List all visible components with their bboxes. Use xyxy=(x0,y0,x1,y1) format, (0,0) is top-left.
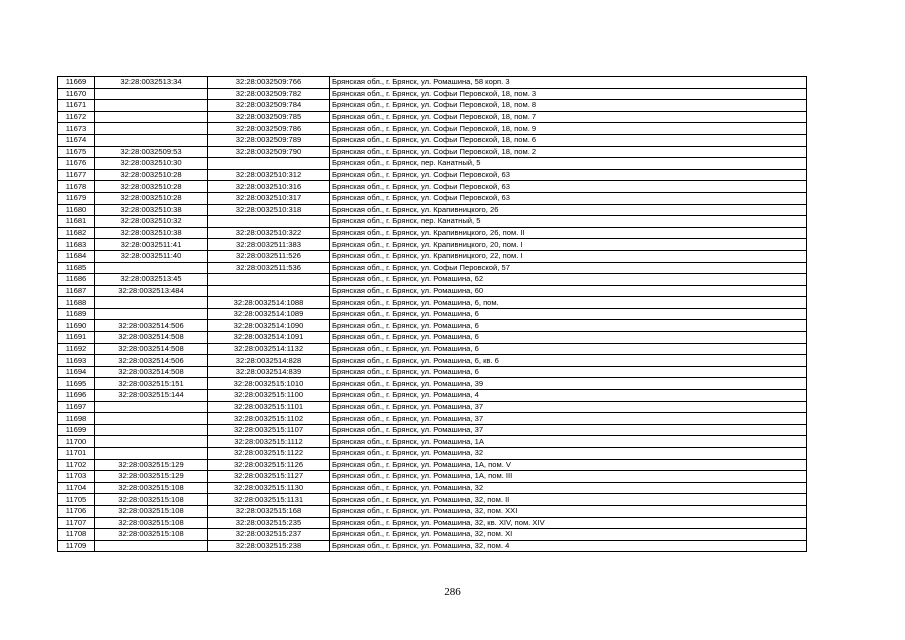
table-row xyxy=(58,274,807,286)
address-cell: Брянская обл., г. Брянск, ул. Ромашина, 58 корп. 3 xyxy=(330,77,807,89)
table-row xyxy=(58,134,807,146)
address-cell: Брянская обл., г. Брянск, ул. Ромашина, 6 xyxy=(330,332,807,344)
land-plot-cadastral-cell xyxy=(95,297,208,309)
table-row xyxy=(58,111,807,123)
table-row xyxy=(58,494,807,506)
land-plot-cadastral-cell: 32:28:0032511:40 xyxy=(95,250,208,262)
table-row xyxy=(58,192,807,204)
table-row xyxy=(58,390,807,402)
table-row xyxy=(58,332,807,344)
land-plot-cadastral-cell: 32:28:0032515:108 xyxy=(95,505,208,517)
land-plot-cadastral-cell: 32:28:0032510:30 xyxy=(95,158,208,170)
land-plot-cadastral-cell: 32:28:0032514:506 xyxy=(95,355,208,367)
record-number-cell: 11693 xyxy=(58,355,95,367)
table-row xyxy=(58,239,807,251)
object-cadastral-cell: 32:28:0032509:785 xyxy=(208,111,330,123)
table-row xyxy=(58,227,807,239)
address-cell: Брянская обл., г. Брянск, ул. Ромашина, 37 xyxy=(330,424,807,436)
land-plot-cadastral-cell: 32:28:0032515:144 xyxy=(95,390,208,402)
object-cadastral-cell: 32:28:0032515:1107 xyxy=(208,424,330,436)
address-cell: Брянская обл., г. Брянск, ул. Ромашина, 6, кв. 6 xyxy=(330,355,807,367)
table-row xyxy=(58,448,807,460)
land-plot-cadastral-cell: 32:28:0032510:38 xyxy=(95,204,208,216)
object-cadastral-cell: 32:28:0032509:790 xyxy=(208,146,330,158)
object-cadastral-cell: 32:28:0032515:1130 xyxy=(208,482,330,494)
land-plot-cadastral-cell xyxy=(95,123,208,135)
record-number-cell: 11703 xyxy=(58,471,95,483)
land-plot-cadastral-cell: 32:28:0032509:53 xyxy=(95,146,208,158)
record-number-cell: 11691 xyxy=(58,332,95,344)
address-cell: Брянская обл., г. Брянск, ул. Софьи Перовской, 18, пом. 3 xyxy=(330,88,807,100)
land-plot-cadastral-cell xyxy=(95,100,208,112)
record-number-cell: 11678 xyxy=(58,181,95,193)
object-cadastral-cell: 32:28:0032511:526 xyxy=(208,250,330,262)
address-cell: Брянская обл., г. Брянск, ул. Ромашина, 1А, пом. III xyxy=(330,471,807,483)
table-row xyxy=(58,100,807,112)
address-cell: Брянская обл., г. Брянск, ул. Крапивницкого, 26 xyxy=(330,204,807,216)
table-row xyxy=(58,250,807,262)
record-number-cell: 11675 xyxy=(58,146,95,158)
object-cadastral-cell: 32:28:0032515:237 xyxy=(208,529,330,541)
land-plot-cadastral-cell xyxy=(95,134,208,146)
table-row xyxy=(58,88,807,100)
land-plot-cadastral-cell: 32:28:0032515:129 xyxy=(95,471,208,483)
record-number-cell: 11690 xyxy=(58,320,95,332)
table-row xyxy=(58,204,807,216)
record-number-cell: 11673 xyxy=(58,123,95,135)
address-cell: Брянская обл., г. Брянск, ул. Софьи Перовской, 18, пом. 2 xyxy=(330,146,807,158)
cadastral-table-body xyxy=(58,77,807,552)
address-cell: Брянская обл., г. Брянск, ул. Крапивницкого, 20, пом. I xyxy=(330,239,807,251)
table-row xyxy=(58,413,807,425)
table-row xyxy=(58,505,807,517)
object-cadastral-cell: 32:28:0032514:839 xyxy=(208,366,330,378)
address-cell: Брянская обл., г. Брянск, ул. Ромашина, 32, пом. II xyxy=(330,494,807,506)
address-cell: Брянская обл., г. Брянск, ул. Софьи Перовской, 63 xyxy=(330,192,807,204)
land-plot-cadastral-cell xyxy=(95,424,208,436)
object-cadastral-cell: 32:28:0032510:322 xyxy=(208,227,330,239)
table-row xyxy=(58,343,807,355)
record-number-cell: 11699 xyxy=(58,424,95,436)
land-plot-cadastral-cell xyxy=(95,262,208,274)
address-cell: Брянская обл., г. Брянск, пер. Канатный, 5 xyxy=(330,216,807,228)
address-cell: Брянская обл., г. Брянск, ул. Ромашина, 6 xyxy=(330,343,807,355)
table-row xyxy=(58,401,807,413)
object-cadastral-cell: 32:28:0032515:238 xyxy=(208,540,330,552)
land-plot-cadastral-cell: 32:28:0032510:28 xyxy=(95,169,208,181)
table-row xyxy=(58,308,807,320)
address-cell: Брянская обл., г. Брянск, ул. Софьи Перовской, 63 xyxy=(330,181,807,193)
table-row xyxy=(58,146,807,158)
record-number-cell: 11695 xyxy=(58,378,95,390)
address-cell: Брянская обл., г. Брянск, ул. Софьи Перовской, 57 xyxy=(330,262,807,274)
address-cell: Брянская обл., г. Брянск, ул. Ромашина, 6, пом. xyxy=(330,297,807,309)
object-cadastral-cell: 32:28:0032514:1091 xyxy=(208,332,330,344)
address-cell: Брянская обл., г. Брянск, ул. Ромашина, 6 xyxy=(330,320,807,332)
record-number-cell: 11686 xyxy=(58,274,95,286)
record-number-cell: 11687 xyxy=(58,285,95,297)
object-cadastral-cell xyxy=(208,158,330,170)
land-plot-cadastral-cell xyxy=(95,401,208,413)
table-row xyxy=(58,297,807,309)
record-number-cell: 11705 xyxy=(58,494,95,506)
address-cell: Брянская обл., г. Брянск, ул. Крапивницкого, 26, пом. II xyxy=(330,227,807,239)
table-row xyxy=(58,77,807,89)
table-row xyxy=(58,181,807,193)
table-row xyxy=(58,262,807,274)
record-number-cell: 11672 xyxy=(58,111,95,123)
address-cell: Брянская обл., г. Брянск, ул. Ромашина, 37 xyxy=(330,401,807,413)
record-number-cell: 11700 xyxy=(58,436,95,448)
object-cadastral-cell: 32:28:0032515:1131 xyxy=(208,494,330,506)
address-cell: Брянская обл., г. Брянск, ул. Софьи Перовской, 18, пом. 7 xyxy=(330,111,807,123)
record-number-cell: 11694 xyxy=(58,366,95,378)
object-cadastral-cell: 32:28:0032509:766 xyxy=(208,77,330,89)
cadastral-table xyxy=(57,76,807,552)
object-cadastral-cell: 32:28:0032515:1101 xyxy=(208,401,330,413)
object-cadastral-cell: 32:28:0032509:784 xyxy=(208,100,330,112)
object-cadastral-cell: 32:28:0032510:312 xyxy=(208,169,330,181)
address-cell: Брянская обл., г. Брянск, ул. Ромашина, 60 xyxy=(330,285,807,297)
object-cadastral-cell: 32:28:0032515:1100 xyxy=(208,390,330,402)
record-number-cell: 11688 xyxy=(58,297,95,309)
object-cadastral-cell: 32:28:0032515:1122 xyxy=(208,448,330,460)
land-plot-cadastral-cell: 32:28:0032513:484 xyxy=(95,285,208,297)
land-plot-cadastral-cell: 32:28:0032514:508 xyxy=(95,343,208,355)
land-plot-cadastral-cell: 32:28:0032515:108 xyxy=(95,529,208,541)
table-row xyxy=(58,158,807,170)
record-number-cell: 11669 xyxy=(58,77,95,89)
object-cadastral-cell: 32:28:0032515:168 xyxy=(208,505,330,517)
page-number: 286 xyxy=(444,586,461,598)
object-cadastral-cell: 32:28:0032514:1089 xyxy=(208,308,330,320)
record-number-cell: 11681 xyxy=(58,216,95,228)
table-row xyxy=(58,436,807,448)
table-row xyxy=(58,540,807,552)
record-number-cell: 11689 xyxy=(58,308,95,320)
table-row xyxy=(58,123,807,135)
object-cadastral-cell: 32:28:0032514:1090 xyxy=(208,320,330,332)
land-plot-cadastral-cell xyxy=(95,540,208,552)
record-number-cell: 11706 xyxy=(58,505,95,517)
table-row xyxy=(58,424,807,436)
record-number-cell: 11679 xyxy=(58,192,95,204)
record-number-cell: 11677 xyxy=(58,169,95,181)
record-number-cell: 11697 xyxy=(58,401,95,413)
address-cell: Брянская обл., г. Брянск, ул. Ромашина, 32, пом. XXI xyxy=(330,505,807,517)
object-cadastral-cell: 32:28:0032515:235 xyxy=(208,517,330,529)
table-row xyxy=(58,517,807,529)
land-plot-cadastral-cell: 32:28:0032510:32 xyxy=(95,216,208,228)
land-plot-cadastral-cell: 32:28:0032515:151 xyxy=(95,378,208,390)
table-row xyxy=(58,366,807,378)
record-number-cell: 11701 xyxy=(58,448,95,460)
land-plot-cadastral-cell xyxy=(95,308,208,320)
table-row xyxy=(58,378,807,390)
address-cell: Брянская обл., г. Брянск, ул. Софьи Перовской, 18, пом. 6 xyxy=(330,134,807,146)
record-number-cell: 11692 xyxy=(58,343,95,355)
land-plot-cadastral-cell xyxy=(95,413,208,425)
object-cadastral-cell xyxy=(208,216,330,228)
object-cadastral-cell: 32:28:0032515:1127 xyxy=(208,471,330,483)
record-number-cell: 11707 xyxy=(58,517,95,529)
record-number-cell: 11676 xyxy=(58,158,95,170)
record-number-cell: 11674 xyxy=(58,134,95,146)
object-cadastral-cell: 32:28:0032515:1010 xyxy=(208,378,330,390)
address-cell: Брянская обл., г. Брянск, ул. Ромашина, 39 xyxy=(330,378,807,390)
land-plot-cadastral-cell: 32:28:0032514:506 xyxy=(95,320,208,332)
address-cell: Брянская обл., г. Брянск, ул. Ромашина, 62 xyxy=(330,274,807,286)
object-cadastral-cell: 32:28:0032510:316 xyxy=(208,181,330,193)
address-cell: Брянская обл., г. Брянск, ул. Ромашина, 6 xyxy=(330,366,807,378)
land-plot-cadastral-cell: 32:28:0032515:108 xyxy=(95,494,208,506)
address-cell: Брянская обл., г. Брянск, ул. Ромашина, 32, кв. XIV, пом. XIV xyxy=(330,517,807,529)
record-number-cell: 11685 xyxy=(58,262,95,274)
land-plot-cadastral-cell: 32:28:0032515:108 xyxy=(95,517,208,529)
address-cell: Брянская обл., г. Брянск, ул. Ромашина, 32 xyxy=(330,448,807,460)
table-row xyxy=(58,320,807,332)
land-plot-cadastral-cell xyxy=(95,111,208,123)
land-plot-cadastral-cell: 32:28:0032511:41 xyxy=(95,239,208,251)
table-row xyxy=(58,459,807,471)
record-number-cell: 11670 xyxy=(58,88,95,100)
object-cadastral-cell: 32:28:0032511:536 xyxy=(208,262,330,274)
address-cell: Брянская обл., г. Брянск, ул. Крапивницкого, 22, пом. I xyxy=(330,250,807,262)
address-cell: Брянская обл., г. Брянск, пер. Канатный, 5 xyxy=(330,158,807,170)
table-row xyxy=(58,471,807,483)
record-number-cell: 11683 xyxy=(58,239,95,251)
land-plot-cadastral-cell: 32:28:0032510:38 xyxy=(95,227,208,239)
land-plot-cadastral-cell: 32:28:0032514:508 xyxy=(95,332,208,344)
land-plot-cadastral-cell: 32:28:0032515:108 xyxy=(95,482,208,494)
object-cadastral-cell: 32:28:0032511:383 xyxy=(208,239,330,251)
object-cadastral-cell: 32:28:0032509:782 xyxy=(208,88,330,100)
address-cell: Брянская обл., г. Брянск, ул. Ромашина, 1А, пом. V xyxy=(330,459,807,471)
land-plot-cadastral-cell: 32:28:0032515:129 xyxy=(95,459,208,471)
object-cadastral-cell: 32:28:0032510:317 xyxy=(208,192,330,204)
object-cadastral-cell: 32:28:0032514:1088 xyxy=(208,297,330,309)
address-cell: Брянская обл., г. Брянск, ул. Ромашина, 1А xyxy=(330,436,807,448)
object-cadastral-cell: 32:28:0032509:789 xyxy=(208,134,330,146)
record-number-cell: 11698 xyxy=(58,413,95,425)
address-cell: Брянская обл., г. Брянск, ул. Ромашина, 32 xyxy=(330,482,807,494)
table-row xyxy=(58,355,807,367)
object-cadastral-cell: 32:28:0032515:1126 xyxy=(208,459,330,471)
table-row xyxy=(58,529,807,541)
object-cadastral-cell: 32:28:0032514:828 xyxy=(208,355,330,367)
object-cadastral-cell xyxy=(208,285,330,297)
object-cadastral-cell xyxy=(208,274,330,286)
address-cell: Брянская обл., г. Брянск, ул. Ромашина, 32, пом. XI xyxy=(330,529,807,541)
record-number-cell: 11702 xyxy=(58,459,95,471)
record-number-cell: 11704 xyxy=(58,482,95,494)
address-cell: Брянская обл., г. Брянск, ул. Софьи Перовской, 63 xyxy=(330,169,807,181)
land-plot-cadastral-cell xyxy=(95,448,208,460)
address-cell: Брянская обл., г. Брянск, ул. Софьи Перовской, 18, пом. 9 xyxy=(330,123,807,135)
record-number-cell: 11709 xyxy=(58,540,95,552)
record-number-cell: 11708 xyxy=(58,529,95,541)
record-number-cell: 11684 xyxy=(58,250,95,262)
address-cell: Брянская обл., г. Брянск, ул. Ромашина, 32, пом. 4 xyxy=(330,540,807,552)
record-number-cell: 11682 xyxy=(58,227,95,239)
land-plot-cadastral-cell: 32:28:0032514:508 xyxy=(95,366,208,378)
address-cell: Брянская обл., г. Брянск, ул. Ромашина, 4 xyxy=(330,390,807,402)
table-row xyxy=(58,285,807,297)
record-number-cell: 11696 xyxy=(58,390,95,402)
address-cell: Брянская обл., г. Брянск, ул. Ромашина, 37 xyxy=(330,413,807,425)
object-cadastral-cell: 32:28:0032509:786 xyxy=(208,123,330,135)
address-cell: Брянская обл., г. Брянск, ул. Ромашина, 6 xyxy=(330,308,807,320)
object-cadastral-cell: 32:28:0032514:1132 xyxy=(208,343,330,355)
land-plot-cadastral-cell: 32:28:0032513:45 xyxy=(95,274,208,286)
object-cadastral-cell: 32:28:0032515:1112 xyxy=(208,436,330,448)
address-cell: Брянская обл., г. Брянск, ул. Софьи Перовской, 18, пом. 8 xyxy=(330,100,807,112)
record-number-cell: 11671 xyxy=(58,100,95,112)
land-plot-cadastral-cell: 32:28:0032513:34 xyxy=(95,77,208,89)
table-row xyxy=(58,169,807,181)
table-row xyxy=(58,216,807,228)
land-plot-cadastral-cell xyxy=(95,436,208,448)
land-plot-cadastral-cell: 32:28:0032510:28 xyxy=(95,181,208,193)
table-row xyxy=(58,482,807,494)
land-plot-cadastral-cell: 32:28:0032510:28 xyxy=(95,192,208,204)
object-cadastral-cell: 32:28:0032510:318 xyxy=(208,204,330,216)
record-number-cell: 11680 xyxy=(58,204,95,216)
land-plot-cadastral-cell xyxy=(95,88,208,100)
object-cadastral-cell: 32:28:0032515:1102 xyxy=(208,413,330,425)
